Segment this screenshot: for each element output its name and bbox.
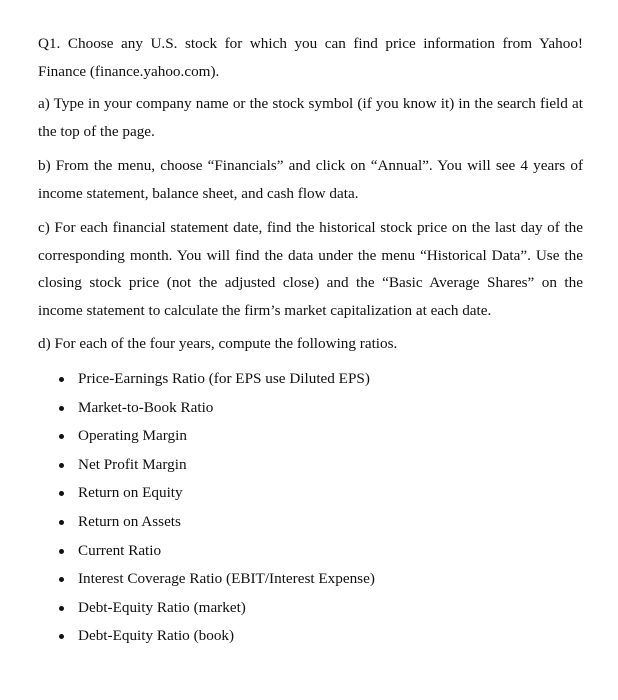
ratio-label: Debt-Equity Ratio (book) — [78, 627, 235, 645]
ratio-label: Debt-Equity Ratio (market) — [78, 598, 246, 616]
ratio-item — [0, 394, 618, 423]
ratio-item — [0, 508, 618, 537]
ratio-label: Current Ratio — [78, 541, 162, 559]
ratio-item — [0, 479, 618, 508]
bullet-icon — [59, 606, 64, 611]
ratio-item — [0, 594, 618, 623]
ratio-label: Return on Assets — [78, 512, 181, 530]
question-intro: Q1. Choose any U.S. stock for which you can find price information from Yahoo! Finance (finance.yahoo.com). — [38, 35, 583, 80]
bullet-icon — [59, 491, 64, 496]
ratio-item — [0, 622, 618, 651]
ratio-label: Return on Equity — [78, 484, 183, 502]
bullet-icon — [59, 377, 64, 382]
ratio-label: Operating Margin — [78, 427, 187, 445]
bullet-icon — [59, 463, 64, 468]
bullet-icon — [59, 634, 64, 639]
bullet-icon — [59, 406, 64, 411]
ratio-item — [0, 422, 618, 451]
part-c-instruction: c) For each financial statement date, find the historical stock price on the last day of the corresponding month. You will find the data under the menu “Historical Data”. Use the closing stock price (not the adjusted close) and the “Basic Average Shares” on the income statement to calculate the firm’s market capitalization at each date. — [38, 219, 583, 319]
bullet-icon — [59, 520, 64, 525]
ratio-item — [0, 565, 618, 594]
bullet-icon — [59, 434, 64, 439]
ratio-item — [0, 365, 618, 394]
ratio-item — [0, 537, 618, 566]
ratio-label: Interest Coverage Ratio (EBIT/Interest Expense) — [78, 570, 375, 588]
ratio-label: Price-Earnings Ratio (for EPS use Diluted EPS) — [78, 370, 370, 387]
ratio-list — [0, 365, 618, 651]
bullet-icon — [59, 549, 64, 554]
ratio-label: Market-to-Book Ratio — [78, 398, 214, 416]
ratio-label: Net Profit Margin — [78, 455, 187, 473]
part-d-instruction: d) For each of the four years, compute the following ratios. — [38, 335, 398, 352]
part-b-instruction: b) From the menu, choose “Financials” and click on “Annual”. You will see 4 years of income statement, balance sheet, and cash flow data. — [38, 157, 583, 202]
bullet-icon — [59, 577, 64, 582]
part-a-instruction: a) Type in your company name or the stock symbol (if you know it) in the search field at the top of the page. — [38, 95, 583, 140]
ratio-item — [0, 451, 618, 480]
